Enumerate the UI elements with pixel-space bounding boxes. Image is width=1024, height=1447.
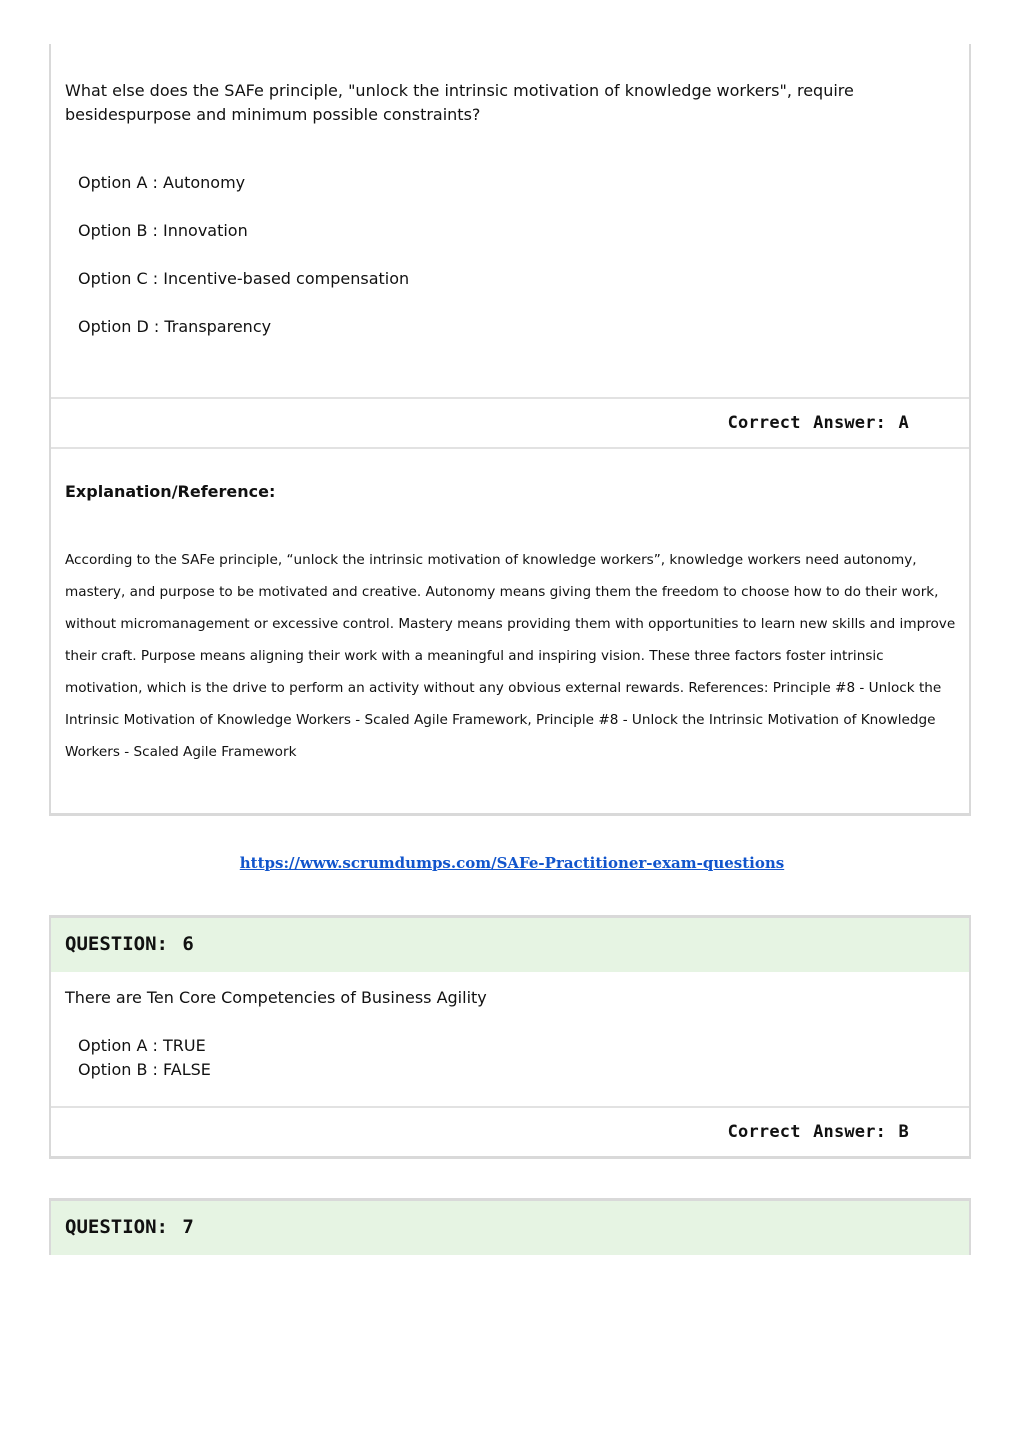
question-header xyxy=(51,1201,969,1255)
option-a: Option A : TRUE xyxy=(78,1036,206,1055)
option-c: Option C : Incentive-based compensation xyxy=(78,269,410,288)
correct-answer-row xyxy=(51,397,969,449)
question-card-6 xyxy=(49,915,971,1159)
correct-answer: Correct Answer: A xyxy=(727,413,909,433)
exam-questions-link[interactable]: https://www.scrumdumps.com/SAFe-Practitioner-exam-questions xyxy=(239,854,785,872)
correct-answer: Correct Answer: B xyxy=(727,1122,909,1142)
correct-answer-row xyxy=(51,1106,969,1157)
option-b: Option B : FALSE xyxy=(78,1060,211,1079)
option-b: Option B : Innovation xyxy=(78,221,248,240)
option-a: Option A : Autonomy xyxy=(78,173,246,192)
question-title: QUESTION: 6 xyxy=(65,933,194,955)
question-card-7 xyxy=(49,1198,971,1255)
question-header xyxy=(51,918,969,972)
explanation-text: According to the SAFe principle, “unlock the intrinsic motivation of knowledge workers”, knowledge workers need autonomy, mastery, and purpose to be motivated and creative. Autonomy means giving them the freedom to choose how to do their work, without micromanagement or excessive control. Mastery means providing them with opportunities to learn new skills and improve their craft. Purpose means aligning their work with a meaningful and inspiring vision. These three factors foster intrinsic motivation, which is the drive to perform an activity without any obvious external rewards. References: Principle #8 - Unlock the Intrinsic Motivation of Knowledge Workers - Scaled Agile Framework, Principle #8 - Unlock the Intrinsic Motivation of Knowledge Workers - Scaled Agile Framework xyxy=(65,552,956,760)
question-title: QUESTION: 7 xyxy=(65,1216,194,1238)
question-card-5 xyxy=(49,44,971,816)
option-d: Option D : Transparency xyxy=(78,317,272,336)
question-text: There are Ten Core Competencies of Business Agility xyxy=(65,988,487,1007)
explanation-heading: Explanation/Reference: xyxy=(65,482,276,501)
question-text: What else does the SAFe principle, "unlock the intrinsic motivation of knowledge workers", require besidespurpose and minimum possible constraints? xyxy=(65,81,854,124)
